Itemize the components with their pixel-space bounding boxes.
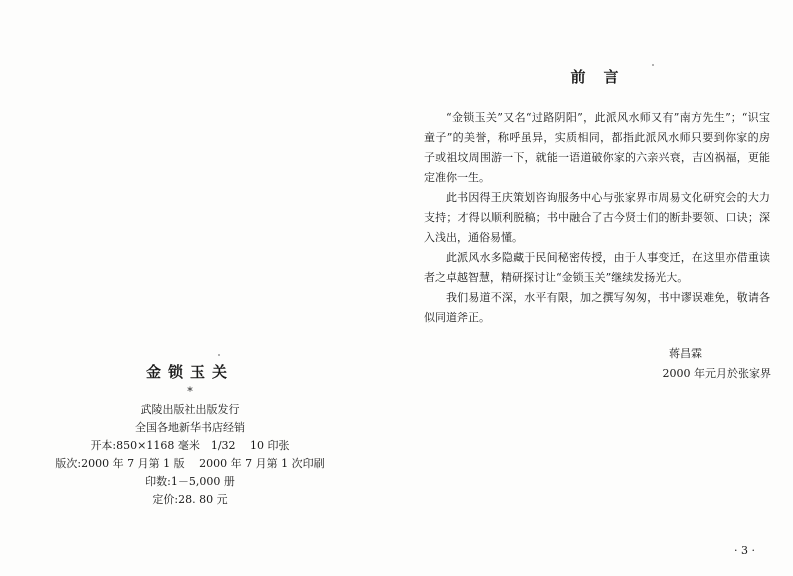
publisher-line: 武陵出版社出版发行 <box>140 403 240 416</box>
colophon <box>40 362 340 509</box>
distributor-line: 全国各地新华书店经销 <box>135 421 245 434</box>
print-run-line: 印数:1－5,000 册 <box>145 475 235 488</box>
price-line: 定价:28. 80 元 <box>152 493 228 506</box>
signature-date: 2000 年元月於张家界 <box>662 367 771 380</box>
preface-body <box>424 108 770 328</box>
left-page <box>0 0 396 576</box>
preface-paragraph: 我们易道不深，水平有限，加之撰写匆匆，书中谬误难免，敬请各似同道斧正。 <box>424 291 770 324</box>
preface-paragraph: “金锁玉关”又名“过路阴阳”，此派风水师又有”南方先生”；“识宝童子”的美誉，称呼虽异，实质相同，都指此派风水师只要到你家的房子或祖坟周围游一下，就能一语道破你家的六亲兴衰，吉凶祸福，更能定准你一生。 <box>424 111 770 184</box>
ornament-star: * <box>187 385 193 398</box>
preface-paragraph: 此派风水多隐藏于民间秘密传授，由于人事变迁，在这里亦借重读者之卓越智慧，精研探讨让“金锁玉关”继续发扬光大。 <box>424 251 770 284</box>
scan-speck <box>218 354 220 356</box>
right-page <box>396 0 793 576</box>
preface-title: 前言 <box>570 68 637 86</box>
signature-block <box>571 344 771 384</box>
preface-paragraph: 此书因得王庆策划咨询服务中心与张家界市周易文化研究会的大力支持；才得以顺利脱稿；书中融合了古今贤士们的断卦要领、口诀；深入浅出，通俗易懂。 <box>424 191 770 244</box>
page-number: · 3 · <box>734 544 755 557</box>
signature-name: 蒋昌霖 <box>669 347 702 360</box>
edition-line: 版次:2000 年 7 月第 1 版 2000 年 7 月第 1 次印刷 <box>55 457 325 470</box>
book-title: 金锁玉关 <box>145 363 234 381</box>
scan-speck <box>652 64 654 66</box>
format-line: 开本:850×1168 毫米 1/32 10 印张 <box>90 439 290 452</box>
